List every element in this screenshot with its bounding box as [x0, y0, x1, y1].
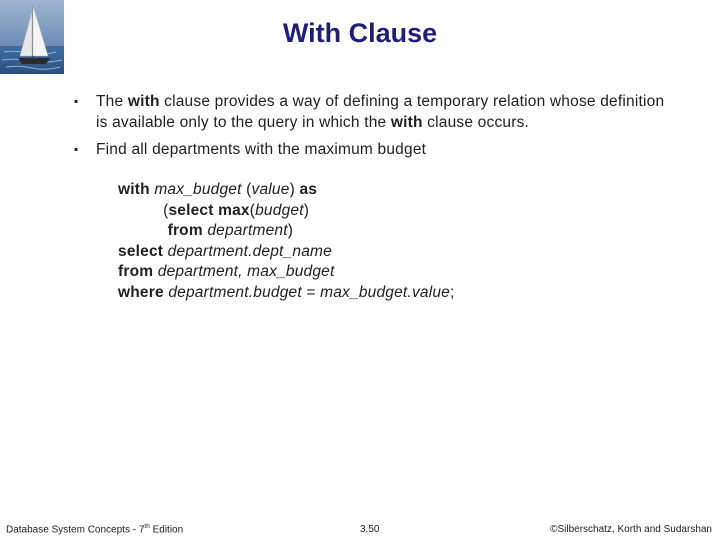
bullet-find-departments — [74, 139, 666, 160]
square-bullet-icon: ▪ — [74, 94, 79, 108]
sql-text: ) — [287, 222, 294, 239]
sql-identifier: department — [207, 222, 288, 239]
sql-identifier: department.budget — [168, 283, 302, 301]
code-line — [118, 283, 455, 304]
sql-keyword: from — [167, 222, 203, 239]
code-line — [118, 242, 455, 263]
sql-text: = — [301, 283, 321, 301]
sql-identifier: value — [251, 181, 290, 198]
footer-page-number: 3.50 — [360, 524, 380, 535]
sql-keyword: as — [299, 181, 318, 198]
square-bullet-icon: ▪ — [74, 142, 79, 156]
sql-identifier: department, max_budget — [157, 263, 335, 280]
footer-text: Database System Concepts - 7 — [6, 524, 145, 535]
footer-sup: th — [144, 522, 150, 530]
code-line — [118, 201, 455, 222]
bullet-text: clause occurs. — [422, 114, 530, 131]
code-line — [118, 180, 455, 201]
sql-keyword: from — [118, 263, 154, 280]
bullet-with-clause — [74, 91, 666, 133]
sql-text: ; — [450, 283, 455, 301]
sql-text: ( — [241, 181, 252, 198]
sql-keyword: select max — [168, 201, 250, 219]
sql-text: ) — [289, 181, 300, 198]
bullet-text: Find all departments with the maximum budget — [96, 141, 427, 158]
sql-identifier: budget — [255, 201, 304, 219]
sql-keyword: where — [118, 283, 164, 301]
code-line — [118, 221, 455, 242]
bullet-keyword: with — [127, 93, 160, 110]
sql-text: ( — [163, 201, 169, 219]
sql-identifier: max_budget.value — [320, 283, 450, 301]
sql-identifier: department.dept_name — [167, 242, 332, 260]
footer-copyright: ©Silberschatz, Korth and Sudarshan — [550, 524, 712, 535]
sql-query-block — [118, 180, 455, 303]
sql-text: ( — [249, 201, 256, 219]
sql-text: ) — [303, 201, 310, 219]
sql-identifier: max_budget — [154, 181, 242, 198]
footer-book-title — [6, 523, 183, 535]
sql-keyword: with — [118, 181, 150, 198]
code-line — [118, 262, 455, 283]
bullet-text: The — [96, 93, 128, 110]
slide-title: With Clause — [282, 18, 438, 48]
bullet-text: clause provides a way of defining a temporary relation whose definition is available only to the query in which the — [96, 93, 665, 131]
sql-keyword: select — [118, 242, 164, 260]
footer-text: Edition — [149, 524, 184, 535]
bullet-keyword: with — [390, 114, 423, 131]
